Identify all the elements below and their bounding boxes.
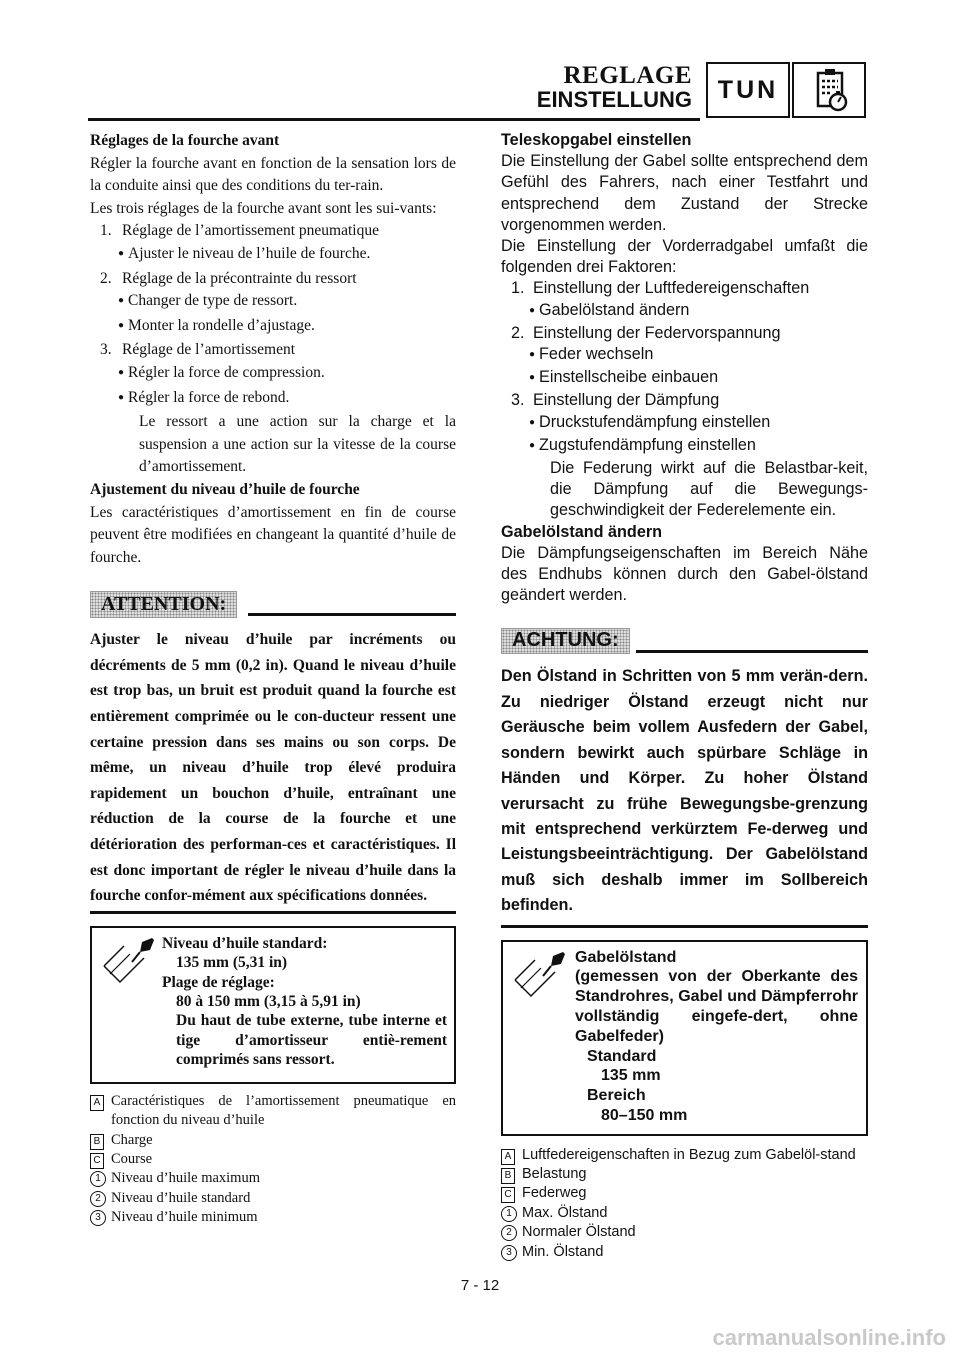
list-bullet: ● Monter la rondelle d’ajustage.	[90, 315, 456, 340]
paragraph: Die Dämpfungseigenschaften im Bereich Nähe des Endhubs können durch den Gabel-ölstand geändert werden.	[501, 543, 868, 605]
list-bullet: ● Changer de type de ressort.	[90, 290, 456, 315]
legend-item: 1 Max. Ölstand	[501, 1204, 868, 1223]
header-title-de: EINSTELLUNG	[536, 87, 692, 112]
spec-description: (gemessen von der Oberkante des Standrohres, Gabel und Dämpferrohr vollständig eingefe-dert, ohne Gabelfeder)	[575, 968, 858, 1045]
wrench-icon	[100, 936, 156, 992]
spec-label: Bereich	[587, 1087, 646, 1105]
list-bullet: ● Druckstufendämpfung einstellen	[501, 412, 868, 435]
column-french	[90, 130, 456, 1228]
list-note: Le ressort a une action sur la charge et la suspension a une action sur la vitesse de la course d’amortissement.	[139, 413, 456, 476]
section-heading: Réglages de la fourche avant	[90, 132, 280, 149]
legend-item: A Luftfedereigenschaften in Bezug zum Gabelöl-stand	[501, 1146, 868, 1165]
clipboard-stopwatch-icon	[792, 62, 866, 118]
paragraph: Die Einstellung der Vorderradgabel umfaßt die folgenden drei Faktoren:	[501, 237, 868, 277]
spec-label: Niveau d’huile standard:	[162, 934, 328, 952]
list-bullet: ● Zugstufendämpfung einstellen	[501, 435, 868, 458]
legend-item: B Charge	[90, 1131, 456, 1150]
warning-label: ATTENTION:	[90, 591, 237, 618]
legend-item: 1 Niveau d’huile maximum	[90, 1169, 456, 1188]
header-title-fr: REGLAGE	[563, 62, 692, 89]
paragraph: Les caractéristiques d’amortissement en fin de course peuvent être modifiées en changeant la quantité d’huile de fourche.	[90, 503, 456, 566]
wrench-icon	[511, 950, 567, 1006]
legend-item: 3 Min. Ölstand	[501, 1243, 868, 1262]
warning-text: Ajuster le niveau d’huile par incréments ou décréments de 5 mm (0,2 in). Quand le niveau d’huile est trop bas, un bruit est produit quand la fourche est entièrement comprimée ou le con-ducteur ressent une certaine pression dans ses mains ou son corps. De même, un niveau d’huile trop élevé produira rapidement un bouchon d’huile, entraînant une réduction de la course de la fourche et une détérioration des performan-ces et caractéristiques. Il est donc important de régler le niveau d’huile dans la fourche confor-mément aux spécifications données.	[90, 631, 456, 905]
warning-end-rule	[90, 911, 456, 914]
legend-item: 3 Niveau d’huile minimum	[90, 1208, 456, 1227]
paragraph: Les trois réglages de la fourche avant sont les sui-vants:	[90, 199, 437, 217]
legend-item: 2 Normaler Ölstand	[501, 1223, 868, 1242]
legend-item: B Belastung	[501, 1165, 868, 1184]
list-bullet: ● Einstellscheibe einbauen	[501, 367, 868, 390]
spec-value: 135 mm (5,31 in)	[176, 954, 288, 972]
watermark: carmanualsonline.info	[712, 1325, 946, 1350]
list-bullet: ● Gabelölstand ändern	[501, 300, 868, 323]
section-code-badge: TUN	[706, 62, 790, 118]
list-item: 3. Réglage de l’amortissement	[100, 341, 296, 359]
legend-item: C Federweg	[501, 1184, 868, 1203]
warning-rule	[636, 650, 868, 653]
list-bullet: ● Régler la force de compression.	[90, 362, 456, 387]
section-heading: Ajustement du niveau d’huile de fourche	[90, 480, 360, 498]
warning-end-rule	[501, 925, 868, 928]
warning-header	[501, 628, 868, 658]
list-bullet: ● Régler la force de rebond.	[90, 387, 456, 412]
list-bullet: ● Feder wechseln	[501, 344, 868, 367]
spec-label: Standard	[587, 1047, 657, 1065]
spec-box	[501, 940, 868, 1136]
paragraph: Die Einstellung der Gabel sollte entsprechend dem Gefühl des Fahrers, nach einer Testfahrt und entsprechend dem Zustand der Strecke vorgenommen werden.	[501, 152, 868, 234]
list-bullet: ● Ajuster le niveau de l’huile de fourche.	[90, 243, 456, 268]
page-number: 7 - 12	[460, 1277, 500, 1294]
section-heading: Gabelölstand ändern	[501, 522, 663, 541]
warning-rule	[248, 613, 456, 616]
warning-label: ACHTUNG:	[501, 628, 630, 653]
warning-header	[90, 591, 456, 621]
list-item: 1. Einstellung der Luftfedereigenschaften	[511, 279, 810, 298]
section-heading: Teleskopgabel einstellen	[501, 131, 692, 149]
list-item: 2. Einstellung der Federvorspannung	[511, 323, 781, 342]
list-note: Die Federung wirkt auf die Belastbar-keit, die Dämpfung auf die Bewegungs-geschwindigkeit der Federelemente ein.	[550, 459, 868, 520]
paragraph: Régler la fourche avant en fonction de la sensation lors de la conduite ainsi que des conditions du ter-rain.	[90, 154, 456, 195]
list-item: 2. Réglage de la précontrainte du ressort	[100, 269, 357, 287]
spec-value: 80 à 150 mm (3,15 à 5,91 in)	[176, 993, 361, 1011]
spec-value: 135 mm	[601, 1067, 661, 1085]
spec-title: Gabelölstand	[575, 948, 677, 966]
list-item: 3. Einstellung der Dämpfung	[511, 391, 720, 410]
header-rule	[88, 118, 700, 121]
column-german	[501, 130, 868, 1262]
spec-box	[90, 926, 456, 1084]
figure-legend	[501, 1146, 868, 1262]
spec-label: Plage de réglage:	[162, 973, 275, 991]
figure-legend	[90, 1092, 456, 1228]
spec-note: Du haut de tube externe, tube interne et tige d’amortisseur entiè-rement comprimés sans ressort.	[176, 1012, 447, 1069]
legend-item: A Caractéristiques de l’amortissement pneumatique en fonction du niveau d’huile	[90, 1092, 456, 1131]
legend-item: 2 Niveau d’huile standard	[90, 1189, 456, 1208]
list-item: 1. Réglage de l’amortissement pneumatique	[100, 222, 379, 240]
warning-text: Den Ölstand in Schritten von 5 mm verän-dern. Zu niedriger Ölstand erzeugt nicht nur Geräusche beim vollem Ausfedern der Gabel, sondern bewirkt auch spürbare Schläge in Händen und Körper. Zu hoher Ölstand verursacht zu frühe Bewegungsbe-grenzung mit entsprechend verkürztem Fe-derweg und Leistungsbeeinträchtigung. Der Gabelölstand muß sich deshalb immer im Sollbereich befinden.	[501, 667, 868, 915]
legend-item: C Course	[90, 1150, 456, 1169]
spec-value: 80–150 mm	[601, 1106, 688, 1124]
